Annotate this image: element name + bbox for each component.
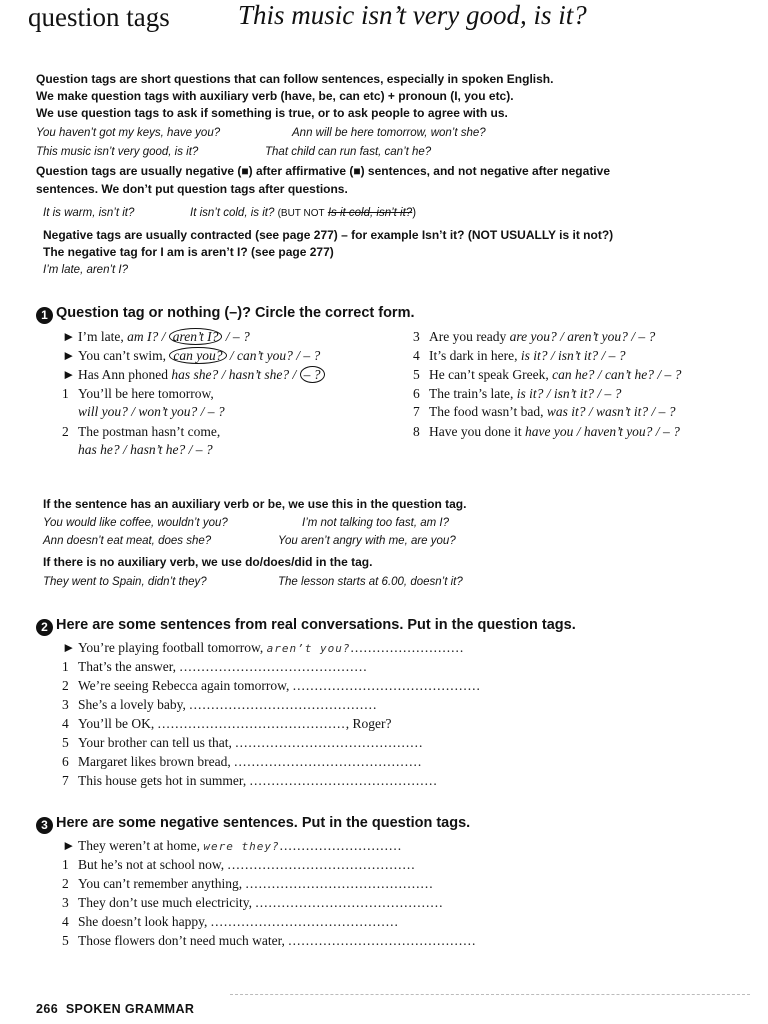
intro-example-4 xyxy=(190,207,416,219)
item-marker: 7 xyxy=(62,773,69,788)
intro-line-6: Negative tags are usually contracted (see page 277) – for example Isn’t it? (NOT USUALLY is it not?) xyxy=(43,228,614,242)
item-marker: 6 xyxy=(413,386,420,401)
item-sentence: Those flowers don’t need much water, xyxy=(78,933,289,948)
item-marker: 6 xyxy=(62,754,69,769)
notes-line-2: If there is no auxiliary verb, we use do/does/did in the tag. xyxy=(43,555,373,569)
section-2-title xyxy=(36,617,576,636)
intro-example-4-text: It isn’t cold, is it? xyxy=(190,207,275,219)
item-marker: 1 xyxy=(62,659,69,674)
exercise-1-item xyxy=(62,386,214,402)
tag-options: am I? / xyxy=(127,329,169,344)
item-sentence: You can’t remember anything, xyxy=(78,876,246,891)
intro-example-2b: That child can run fast, can’t he? xyxy=(265,146,432,158)
answer-blank[interactable]: ........................................... xyxy=(234,754,423,769)
notes-line-1: If the sentence has an auxiliary verb or be, we use this in the question tag. xyxy=(43,497,467,511)
item-marker: 3 xyxy=(413,329,420,344)
answer-blank[interactable]: ........................................... xyxy=(255,895,444,910)
notes-example-2a: Ann doesn’t eat meat, does she? xyxy=(43,535,212,547)
tag-options: will you? / won’t you? / – ? xyxy=(78,404,225,419)
item-sentence: They weren’t at home, xyxy=(78,838,204,853)
item-sentence: You can’t swim, xyxy=(78,348,170,363)
answer-blank[interactable]: ........................................... xyxy=(157,716,346,731)
item-suffix: , Roger? xyxy=(345,716,392,731)
exercise-1-item xyxy=(62,442,213,458)
item-sentence: But he’s not at school now, xyxy=(78,857,228,872)
intro-example-2a: This music isn’t very good, is it? xyxy=(36,146,199,158)
item-marker: ► xyxy=(62,838,76,853)
exercise-1-item xyxy=(62,424,220,440)
item-sentence: Has Ann phoned xyxy=(78,367,172,382)
page-topic-heading: question tags xyxy=(28,2,170,32)
answer-blank[interactable]: ........................................... xyxy=(288,933,477,948)
tag-options: / can’t you? / – ? xyxy=(226,348,321,363)
item-sentence: They don’t use much electricity, xyxy=(78,895,256,910)
page-footer xyxy=(36,1002,194,1016)
intro-example-4-not: (BUT NOT xyxy=(277,208,325,219)
item-marker: ► xyxy=(62,367,76,382)
intro-example-4-struck: Is it cold, isn’t it? xyxy=(327,207,413,219)
item-sentence: You’re playing football tomorrow, xyxy=(78,640,267,655)
page-example-heading: This music isn’t very good, is it? xyxy=(238,0,587,30)
circled-answer[interactable]: aren’t I? xyxy=(169,328,223,345)
item-sentence: You’ll be here tomorrow, xyxy=(78,386,214,401)
item-marker: 7 xyxy=(413,404,420,419)
item-sentence: You’ll be OK, xyxy=(78,716,158,731)
tag-options[interactable]: is it? / isn’t it? / – ? xyxy=(520,348,626,363)
exercise-1-item xyxy=(62,367,325,383)
item-sentence: We’re seeing Rebecca again tomorrow, xyxy=(78,678,293,693)
item-sentence: He can’t speak Greek, xyxy=(429,367,553,382)
section-1-title-text: Question tag or nothing (–)? Circle the correct form. xyxy=(56,305,415,321)
exercise-1-item xyxy=(413,348,625,364)
item-marker: 5 xyxy=(62,735,69,750)
intro-example-1b: Ann will be here tomorrow, won’t she? xyxy=(292,127,486,139)
answer-blank[interactable]: ........................................... xyxy=(179,659,368,674)
exercise-3-item xyxy=(62,838,402,854)
intro-line-7: The negative tag for I am is aren’t I? (see page 277) xyxy=(43,245,334,259)
item-marker: 2 xyxy=(62,424,69,439)
tag-options[interactable]: are you? / aren’t you? / – ? xyxy=(509,329,656,344)
exercise-2-item xyxy=(62,659,368,675)
notes-example-3a: They went to Spain, didn’t they? xyxy=(43,576,207,588)
answer-blank[interactable]: ........................................... xyxy=(245,876,434,891)
exercise-2-item xyxy=(62,697,377,713)
exercise-2-item xyxy=(62,640,464,656)
item-marker: 3 xyxy=(62,697,69,712)
answer-blank[interactable]: ........................................... xyxy=(249,773,438,788)
item-marker: 2 xyxy=(62,678,69,693)
notes-example-1a: You would like coffee, wouldn’t you? xyxy=(43,517,228,529)
answer-blank[interactable]: ........................................... xyxy=(189,697,378,712)
item-sentence: Have you done it xyxy=(429,424,525,439)
exercise-1-item xyxy=(413,404,676,420)
exercise-1-item xyxy=(413,386,621,402)
exercise-2-item xyxy=(62,716,392,732)
tag-options[interactable]: is it? / isn’t it? / – ? xyxy=(516,386,622,401)
exercise-1-item xyxy=(62,348,320,364)
item-sentence: She doesn’t look happy, xyxy=(78,914,211,929)
intro-example-4-end: ) xyxy=(412,207,417,219)
handwritten-answer: aren’t you? xyxy=(266,642,351,655)
page-number: 266 xyxy=(36,1002,59,1016)
answer-blank[interactable]: ........................................... xyxy=(292,678,481,693)
item-sentence: The train’s late, xyxy=(429,386,517,401)
notes-example-2b: You aren’t angry with me, are you? xyxy=(278,535,456,547)
footer-section-name: SPOKEN GRAMMAR xyxy=(65,1002,195,1016)
answer-blank[interactable]: ........................................... xyxy=(210,914,399,929)
item-marker: 4 xyxy=(62,914,69,929)
item-marker: ► xyxy=(62,640,76,655)
item-marker: 2 xyxy=(62,876,69,891)
exercise-1-item xyxy=(413,424,680,440)
item-sentence: This house gets hot in summer, xyxy=(78,773,250,788)
section-3-title-text: Here are some negative sentences. Put in the question tags. xyxy=(56,815,471,831)
tag-options[interactable]: can he? / can’t he? / – ? xyxy=(552,367,682,382)
circled-answer[interactable]: can you? xyxy=(169,347,226,364)
exercise-3-item xyxy=(62,876,434,892)
section-3-title xyxy=(36,815,470,834)
exercise-3-item xyxy=(62,933,476,949)
item-sentence: She’s a lovely baby, xyxy=(78,697,190,712)
intro-example-1a: You haven’t got my keys, have you? xyxy=(36,127,221,139)
handwritten-answer: were they? xyxy=(203,840,280,853)
item-sentence: Your brother can tell us that, xyxy=(78,735,236,750)
footer-divider xyxy=(230,994,750,995)
item-sentence: The food wasn’t bad, xyxy=(429,404,547,419)
intro-line-5: sentences. We don’t put question tags after questions. xyxy=(36,182,348,196)
exercise-2-item xyxy=(62,773,438,789)
tag-options: has he? / hasn’t he? / – ? xyxy=(78,442,213,457)
intro-line-1: Question tags are short questions that can follow sentences, especially in spoken English. xyxy=(36,72,554,86)
item-marker: 1 xyxy=(62,857,69,872)
section-3-number: 3 xyxy=(36,817,53,834)
section-2-title-text: Here are some sentences from real conversations. Put in the question tags. xyxy=(56,617,576,633)
item-marker: 3 xyxy=(62,895,69,910)
section-2-number: 2 xyxy=(36,619,53,636)
exercise-3-item xyxy=(62,895,443,911)
exercise-3-item xyxy=(62,857,416,873)
item-marker: 4 xyxy=(413,348,420,363)
item-marker: 5 xyxy=(62,933,69,948)
item-sentence: Margaret likes brown bread, xyxy=(78,754,235,769)
exercise-3-item xyxy=(62,914,399,930)
answer-blank[interactable]: ........................................... xyxy=(227,857,416,872)
item-marker: ► xyxy=(62,348,76,363)
item-marker: 5 xyxy=(413,367,420,382)
exercise-2-item xyxy=(62,735,423,751)
intro-example-3: It is warm, isn’t it? xyxy=(43,207,135,219)
section-1-title xyxy=(36,305,415,324)
item-marker: 1 xyxy=(62,386,69,401)
intro-line-2: We make question tags with auxiliary verb (have, be, can etc) + pronoun (I, you etc). xyxy=(36,89,514,103)
answer-blank[interactable]: were they?............................ xyxy=(203,838,403,853)
item-sentence: That’s the answer, xyxy=(78,659,180,674)
item-sentence: The postman hasn’t come, xyxy=(78,424,221,439)
answer-blank[interactable]: ........................................... xyxy=(235,735,424,750)
exercise-1-item xyxy=(413,367,681,383)
intro-line-4: Question tags are usually negative (■) after affirmative (■) sentences, and not negative after negative xyxy=(36,164,610,178)
answer-blank[interactable]: aren’t you?.......................... xyxy=(266,640,465,655)
item-marker: 8 xyxy=(413,424,420,439)
tag-options[interactable]: have you / haven’t you? / – ? xyxy=(524,424,680,439)
item-sentence: It’s dark in here, xyxy=(429,348,521,363)
intro-example-5: I’m late, aren’t I? xyxy=(43,264,129,276)
item-marker: ► xyxy=(62,329,76,344)
item-marker: 4 xyxy=(62,716,69,731)
circled-answer[interactable]: – ? xyxy=(300,366,325,383)
exercise-2-item xyxy=(62,678,481,694)
item-sentence: Are you ready xyxy=(429,329,510,344)
tag-options[interactable]: was it? / wasn’t it? / – ? xyxy=(546,404,676,419)
exercise-2-item xyxy=(62,754,422,770)
section-1-number: 1 xyxy=(36,307,53,324)
exercise-1-item xyxy=(413,329,655,345)
notes-example-3b: The lesson starts at 6.00, doesn’t it? xyxy=(278,576,463,588)
exercise-1-item xyxy=(62,404,225,420)
tag-options: has she? / hasn’t she? / xyxy=(171,367,300,382)
exercise-1-item xyxy=(62,329,250,345)
item-sentence: I’m late, xyxy=(78,329,128,344)
tag-options: / – ? xyxy=(222,329,250,344)
intro-line-3: We use question tags to ask if something is true, or to ask people to agree with us. xyxy=(36,106,508,120)
notes-example-1b: I’m not talking too fast, am I? xyxy=(302,517,450,529)
